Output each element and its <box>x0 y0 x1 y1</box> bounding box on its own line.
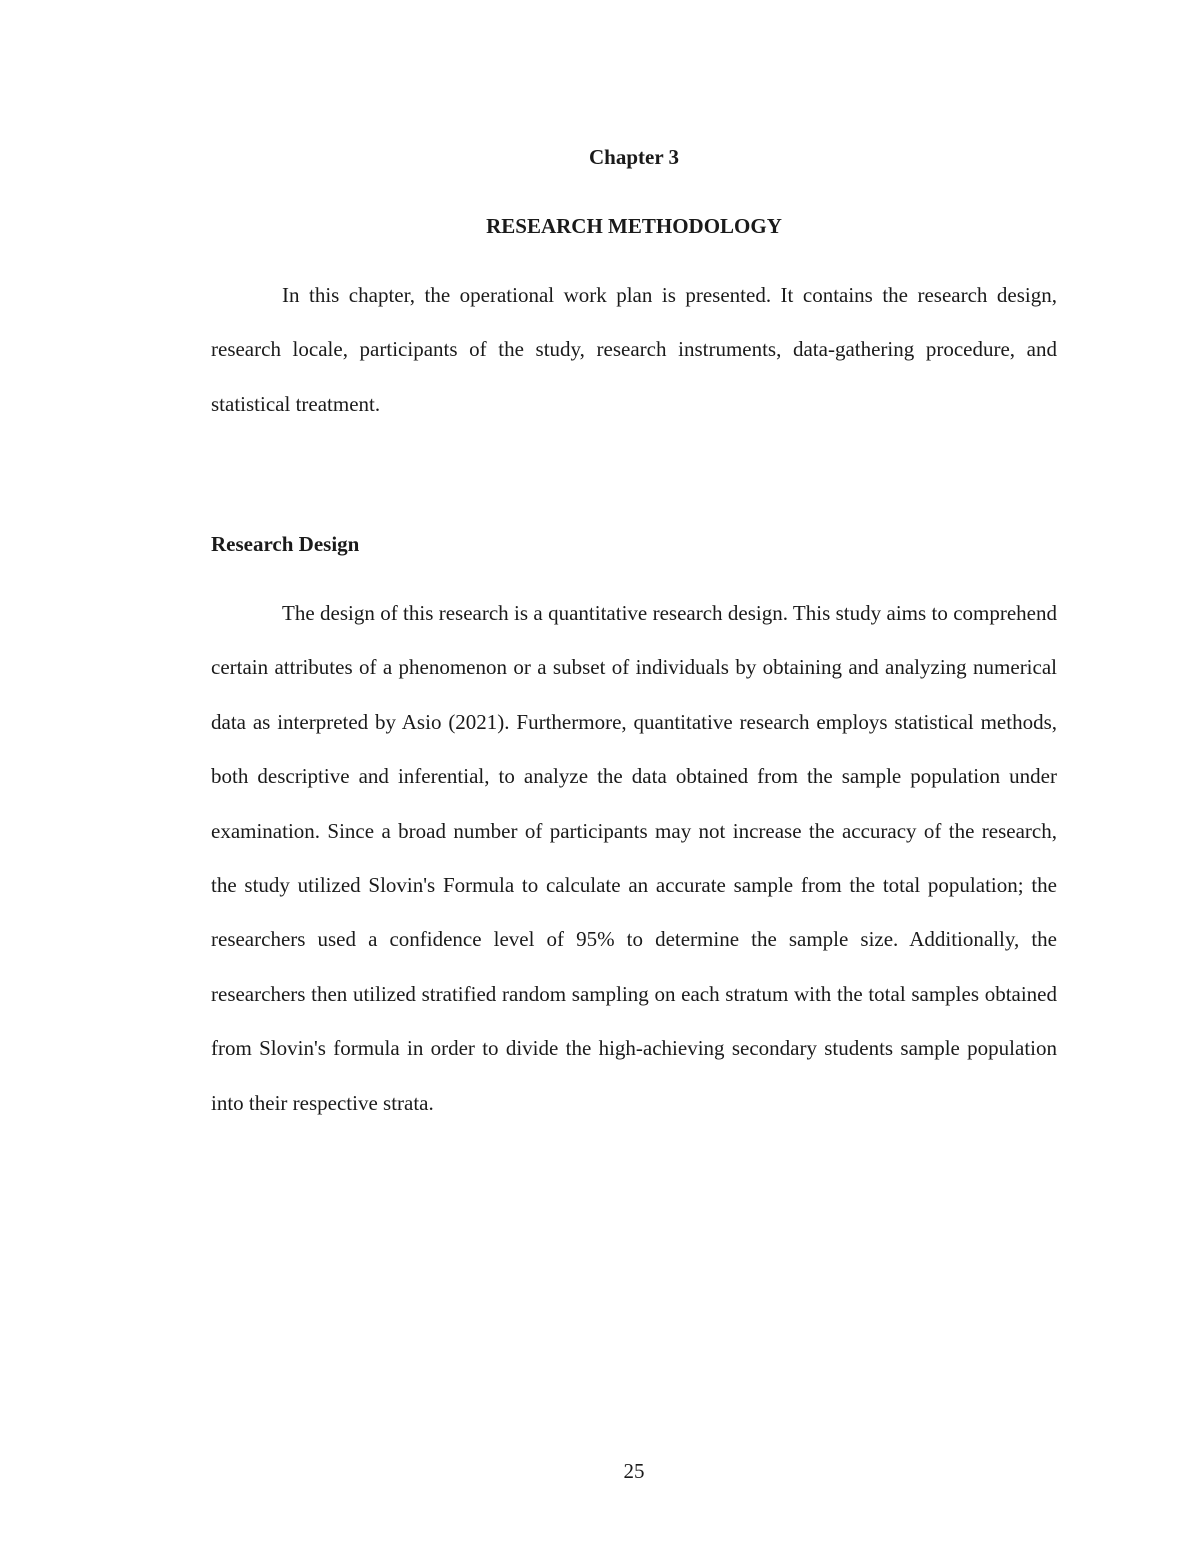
chapter-label: Chapter 3 <box>588 145 680 169</box>
chapter-title: RESEARCH METHODOLOGY <box>486 214 782 238</box>
research-design-paragraph: The design of this research is a quantitative research design. This study aims to comprehend certain attributes of a phenomenon or a subset of individuals by obtaining and analyzing numerical data as interpreted by Asio (2021). Furthermore, quantitative research employs statistical methods, both descriptive and inferential, to analyze the data obtained from the sample population under examination. Since a broad number of participants may not increase the accuracy of the research, the study utilized Slovin's Formula to calculate an accurate sample from the total population; the researchers used a confidence level of 95% to determine the sample size. Additionally, the researchers then utilized stratified random sampling on each stratum with the total samples obtained from Slovin's formula in order to divide the high-achieving secondary students sample population into their respective strata. <box>211 601 1057 1115</box>
intro-paragraph: In this chapter, the operational work plan is presented. It contains the research design, research locale, participants of the study, research instruments, data-gathering procedure, and statistical treatment. <box>211 283 1057 416</box>
section-heading-research-design: Research Design <box>211 532 360 556</box>
page-number: 25 <box>623 1459 645 1483</box>
